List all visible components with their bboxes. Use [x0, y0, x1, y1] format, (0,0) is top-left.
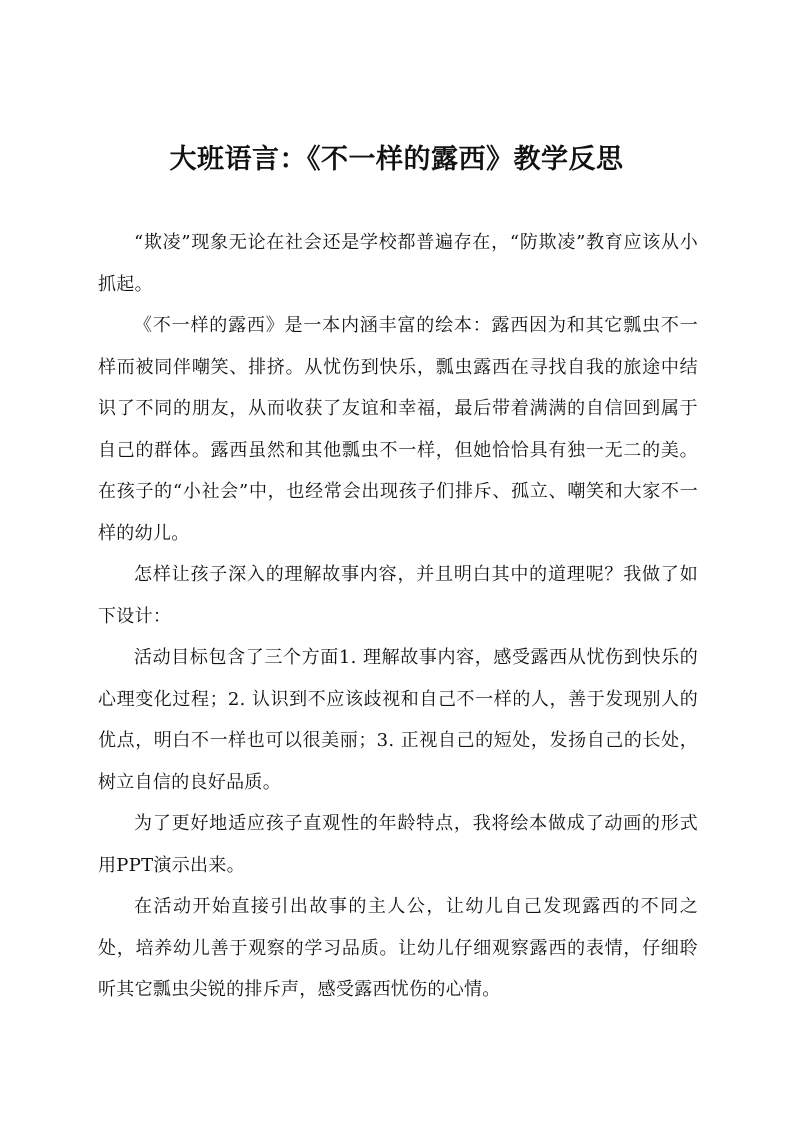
document-title: 大班语言：《不一样的露西》教学反思 [169, 144, 624, 175]
paragraph: 活动目标包含了三个方面1. 理解故事内容，感受露西从忧伤到快乐的心理变化过程；2. 认识到不应该歧视和自己不一样的人，善于发现别人的优点，明白不一样也可以很美丽；3. 正视自己的短处，发扬自己的长处，树立自信的良好品质。 [98, 647, 698, 793]
paragraph: 《不一样的露西》是一本内涵丰富的绘本：露西因为和其它瓢虫不一样而被同伴嘲笑、排挤。从忧伤到快乐，瓢虫露西在寻找自我的旅途中结识了不同的朋友，从而收获了友谊和幸福，最后带着满满的自信回到属于自己的群体。露西虽然和其他瓢虫不一样，但她恰恰具有独一无二的美。在孩子的“小社会”中，也经常会出现孩子们排斥、孤立、嘲笑和大家不一样的幼儿。 [98, 315, 698, 544]
document-body [98, 222, 698, 1011]
paragraph: 怎样让孩子深入的理解故事内容，并且明白其中的道理呢？我做了如下设计： [98, 564, 698, 627]
paragraph: 在活动开始直接引出故事的主人公，让幼儿自己发现露西的不同之处，培养幼儿善于观察的学习品质。让幼儿仔细观察露西的表情，仔细聆听其它瓢虫尖锐的排斥声，感受露西忧伤的心情。 [98, 896, 698, 1000]
paragraph: “欺凌”现象无论在社会还是学校都普遍存在，“防欺凌”教育应该从小抓起。 [98, 232, 698, 295]
paragraph: 为了更好地适应孩子直观性的年龄特点，我将绘本做成了动画的形式用PPT演示出来。 [98, 813, 698, 876]
